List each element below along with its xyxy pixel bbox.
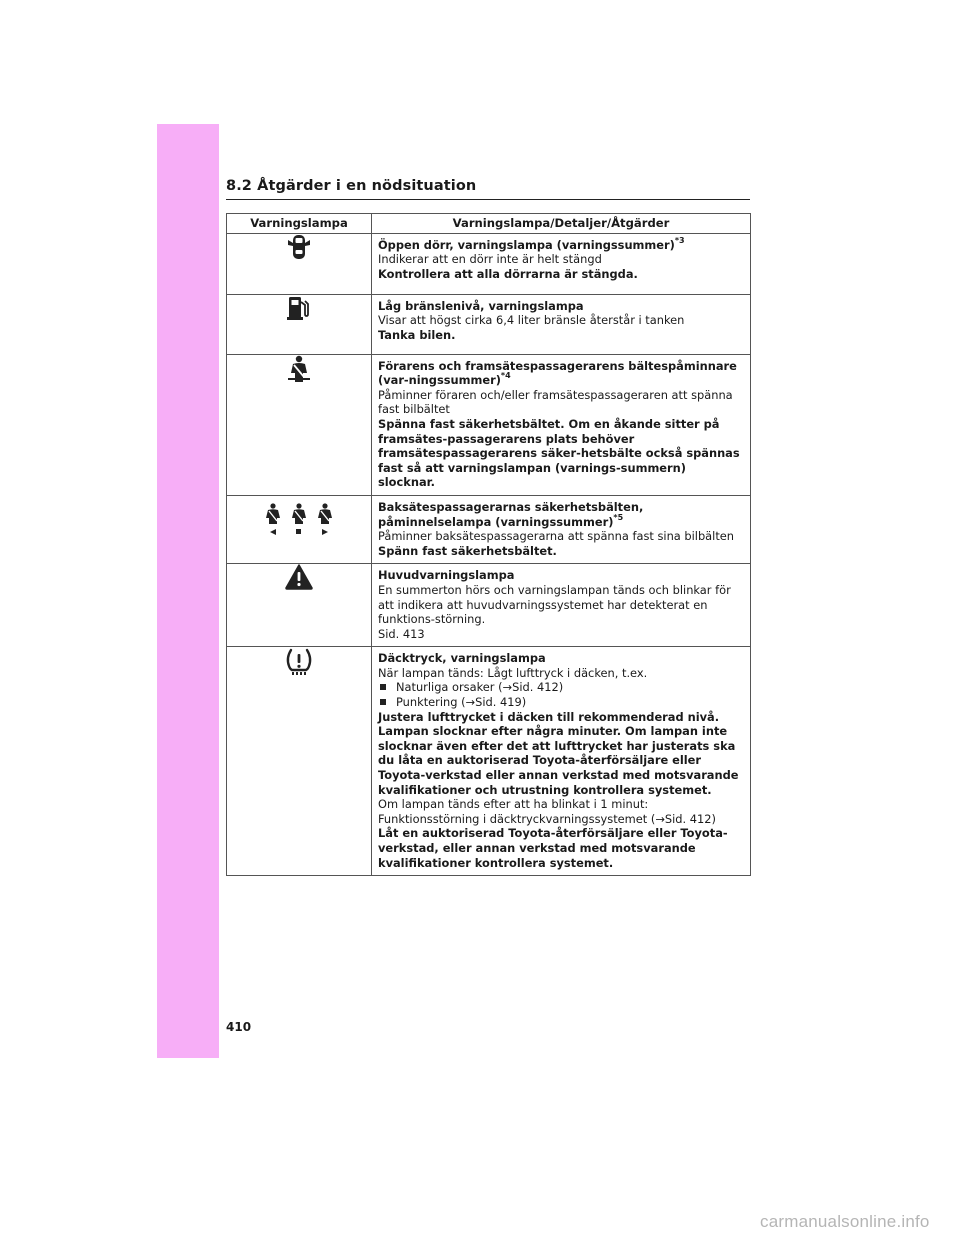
row-title: Förarens och framsätespassagerarens bältespåminnare (var-ningssummer)	[378, 358, 737, 388]
seatbelt-icon	[286, 355, 312, 383]
section-rule	[226, 199, 750, 200]
list-item	[378, 695, 744, 710]
row-desc: Påminner baksätespassagerarna att spänna fast sina bilbälten	[378, 529, 735, 544]
footnote-ref: *5	[613, 512, 624, 522]
table-row	[227, 354, 751, 495]
icon-cell	[227, 647, 372, 876]
row-desc: Indikerar att en dörr inte är helt stängd	[378, 252, 602, 267]
row-action: Kontrollera att alla dörrarna är stängda.	[378, 266, 638, 281]
row-desc: När lampan tänds: Lågt lufttryck i däcken, t.ex.	[378, 665, 648, 680]
row-desc: En summerton hörs och varningslampan tänds och blinkar för att indikera att huvudvarningssystemet har detekterat en funktions-störning.	[378, 582, 731, 627]
row-title: Öppen dörr, varningslampa (varningssummer)	[378, 237, 675, 252]
footnote-ref: *3	[674, 235, 685, 245]
list-item	[378, 680, 744, 695]
row-desc: Påminner föraren och/eller framsätespassageraren att spänna fast bilbältet	[378, 387, 733, 417]
icon-cell	[227, 294, 372, 354]
watermark: carmanualsonline.info	[760, 1212, 930, 1231]
table-row	[227, 564, 751, 647]
text-cell	[372, 354, 751, 495]
icon-cell	[227, 233, 372, 294]
page-number: 410	[226, 1020, 252, 1034]
row-action: Spänn fast säkerhetsbältet.	[378, 543, 557, 558]
table-row	[227, 495, 751, 563]
bullet-text: Naturliga orsaker (→Sid. 412)	[396, 680, 564, 695]
text-cell	[372, 233, 751, 294]
header-details: Varningslampa/Detaljer/Åtgärder	[372, 214, 751, 234]
warning-lamp-table	[226, 213, 751, 876]
icon-cell	[227, 495, 372, 563]
fuel-pump-icon	[286, 295, 312, 321]
footnote-ref: *4	[500, 371, 511, 381]
text-cell	[372, 495, 751, 563]
table-header-row	[227, 214, 751, 234]
row-desc: Visar att högst cirka 6,4 liter bränsle återstår i tanken	[378, 313, 685, 328]
table-row	[227, 294, 751, 354]
row-action-2: Låt en auktoriserad Toyota-återförsäljare eller Toyota-verkstad, eller annan verkstad med motsvarande kvalifikationer kontrollera systemet.	[378, 826, 728, 870]
text-cell	[372, 647, 751, 876]
icon-cell	[227, 354, 372, 495]
row-action: Justera lufttrycket i däcken till rekommenderad nivå. Lampan slocknar efter några minuter. Om lampan inte slocknar även efter det att lufttrycket har justerats ska du låta en auktoriserad Toyota-återförsäljare eller Toyota-verkstad eller annan verkstad med motsvarande kvalifikationer och utrustning kontrollera systemet.	[378, 709, 739, 797]
header-warning-lamp: Varningslampa	[227, 214, 372, 234]
icon-cell	[227, 564, 372, 647]
row-title: Baksätespassagerarnas säkerhetsbälten, påminnelselampa (varningssummer)	[378, 499, 644, 529]
section-title: 8.2 Åtgärder i en nödsituation	[226, 178, 477, 194]
master-warning-icon	[285, 564, 313, 590]
text-cell	[372, 564, 751, 647]
bullet-text: Punktering (→Sid. 419)	[396, 695, 527, 710]
row-ref: Sid. 413	[378, 626, 425, 641]
row-action: Tanka bilen.	[378, 327, 456, 342]
row-title: Låg bränslenivå, varningslampa	[378, 298, 584, 313]
rear-seatbelt-icon	[263, 503, 335, 535]
row-title: Huvudvarningslampa	[378, 568, 515, 583]
bullet-square	[380, 684, 386, 690]
tire-pressure-icon	[284, 647, 314, 675]
text-cell	[372, 294, 751, 354]
row-desc-2: Om lampan tänds efter att ha blinkat i 1 minut: Funktionsstörning i däcktryckvarningssystemet (→Sid. 412)	[378, 797, 716, 826]
bullet-square	[380, 699, 386, 705]
table-row	[227, 233, 751, 294]
row-action: Spänna fast säkerhetsbältet. Om en åkande sitter på framsätes-passagerarens plats behöver framsätespassagerarens säker-hetsbälte också spännas fast så att varningslampan (varnings-summern) slocknar.	[378, 416, 740, 490]
chapter-side-tab	[157, 124, 219, 1058]
row-title: Däcktryck, varningslampa	[378, 651, 546, 666]
table-row	[227, 647, 751, 876]
open-door-icon	[287, 234, 311, 260]
